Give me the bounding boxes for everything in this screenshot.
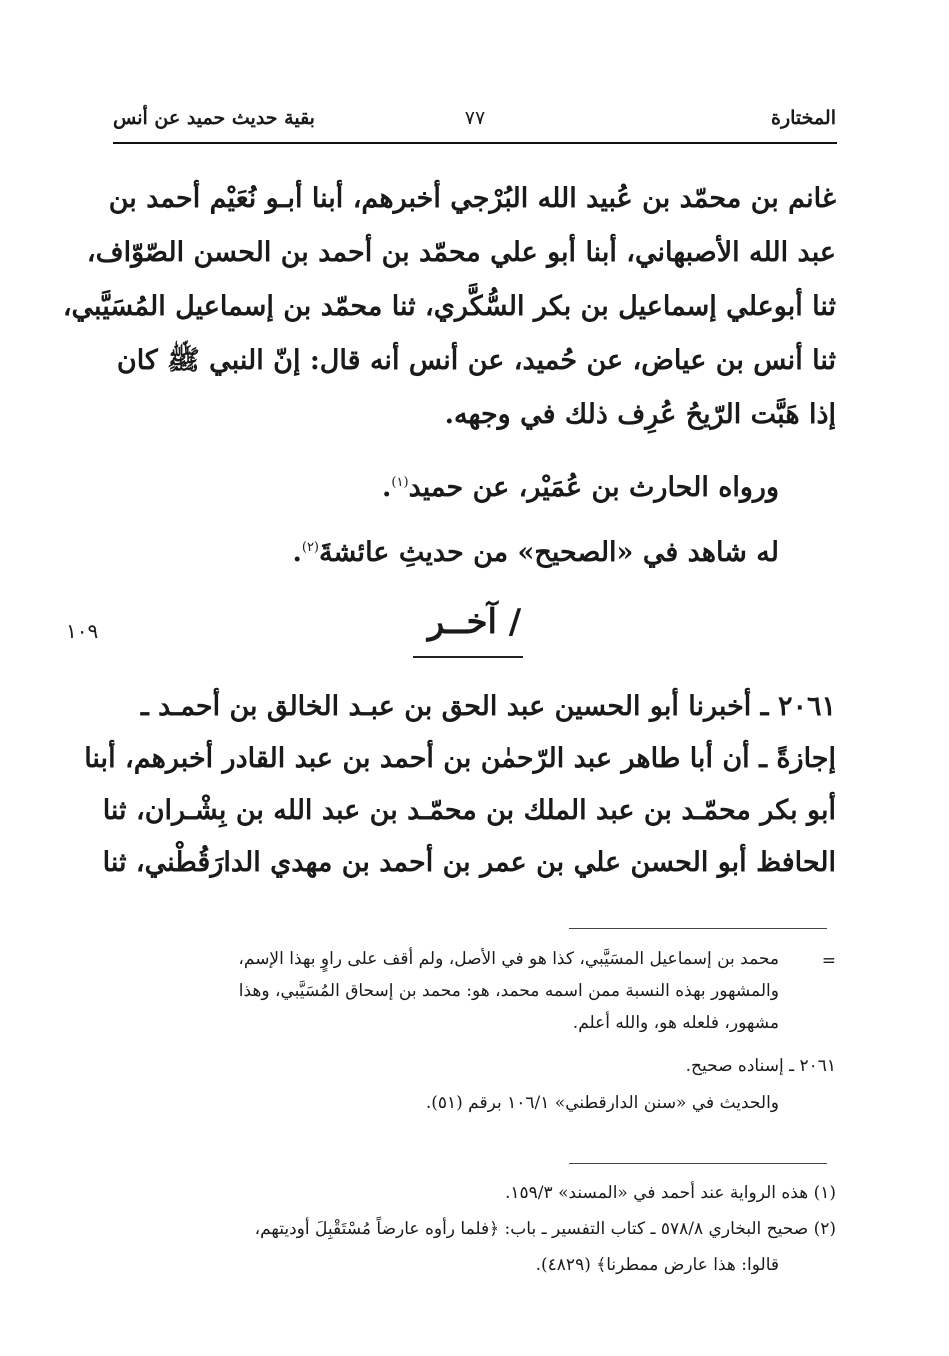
narration-line: ورواه الحارث بن عُمَيْر، عن حميد$^{(١)}$. [382, 472, 779, 503]
hadith-line: أبو بكر محمّـد بن عبد الملك بن محمّـد بن عبد الله بن بِشْـران، ثنا [102, 795, 836, 826]
section-heading: / آخــر [427, 602, 522, 642]
footnote-line: محمد بن إسماعيل المسَيَّبي، كذا هو في الأصل، ولم أقف على راوٍ بهذا الإسم، [238, 949, 779, 969]
witness-text: له شاهد في «الصحيح» من حديثِ عائشةَ [319, 537, 779, 568]
footnote-2061-source: والحديث في «سنن الدارقطني» ١٠٦/١ برقم (٥١). [425, 1093, 779, 1113]
header-rule [113, 142, 837, 144]
paragraph-line: ثنا أنس بن عياض، عن حُميد، عن أنس أنه قال: إنّ النبي ﷺ كان [116, 345, 836, 376]
footnote-line: مشهور، فلعله هو، والله أعلم. [572, 1013, 779, 1033]
page-number: ٧٧ [464, 107, 486, 129]
narration-text: ورواه الحارث بن عُمَيْر، عن حميد [408, 472, 779, 503]
witness-line: له شاهد في «الصحيح» من حديثِ عائشةَ$^{(٢)}$. [292, 537, 779, 568]
footnote-2: (٢) صحيح البخاري ٥٧٨/٨ ـ كتاب التفسير ـ باب: ﴿فلما رأوه عارضاً مُسْتَقْبِلَ أوديتهم، [254, 1219, 836, 1239]
footnote-ref-1: (١) [391, 475, 409, 490]
footnote-separator [569, 928, 827, 929]
book-title: المختارة [771, 107, 836, 129]
paragraph-line: إذا هَبَّت الرّيحُ عُرِف ذلك في وجهه. [444, 399, 836, 430]
footnote-ref-2: (٢) [301, 540, 319, 555]
footnote-line: والمشهور بهذه النسبة ممن اسمه محمد، هو: محمد بن إسحاق المُسَيَّبي، وهذا [238, 981, 779, 1001]
footnote-2-continuation: قالوا: هذا عارض ممطرنا﴾ (٤٨٢٩). [535, 1255, 779, 1275]
chapter-title: بقية حديث حميد عن أنس [113, 107, 315, 129]
paragraph-line: غانم بن محمّد بن عُبيد الله البُرْجي أخبرهم، أبنا أبـو نُعَيْم أحمد بن [108, 183, 836, 214]
hadith-line: ٢٠٦١ ـ أخبرنا أبو الحسين عبد الحق بن عبـد الخالق بن أحمـد ـ [140, 691, 836, 722]
hadith-line: الحافظ أبو الحسن علي بن عمر بن أحمد بن مهدي الدارَقُطْني، ثنا [102, 847, 836, 878]
heading-underline [413, 656, 523, 658]
continuation-marker: = [821, 951, 836, 971]
footnote-1: (١) هذه الرواية عند أحمد في «المسند» ١٥٩/٣. [505, 1183, 836, 1203]
paragraph-line: عبد الله الأصبهاني، أبنا أبو علي محمّد بن أحمد بن الحسن الصّوّاف، [86, 237, 836, 268]
footnote-separator [569, 1163, 827, 1164]
paragraph-line: ثنا أبوعلي إسماعيل بن بكر السُّكَّري، ثنا محمّد بن إسماعيل المُسَيَّبي، [62, 291, 836, 322]
margin-folio-number: ١٠٩ [66, 619, 99, 643]
footnote-2061: ٢٠٦١ ـ إسناده صحيح. [685, 1056, 836, 1076]
hadith-line: إجازةً ـ أن أبا طاهر عبد الرّحمٰن بن أحمد بن عبد القادر أخبرهم، أبنا [84, 743, 836, 774]
